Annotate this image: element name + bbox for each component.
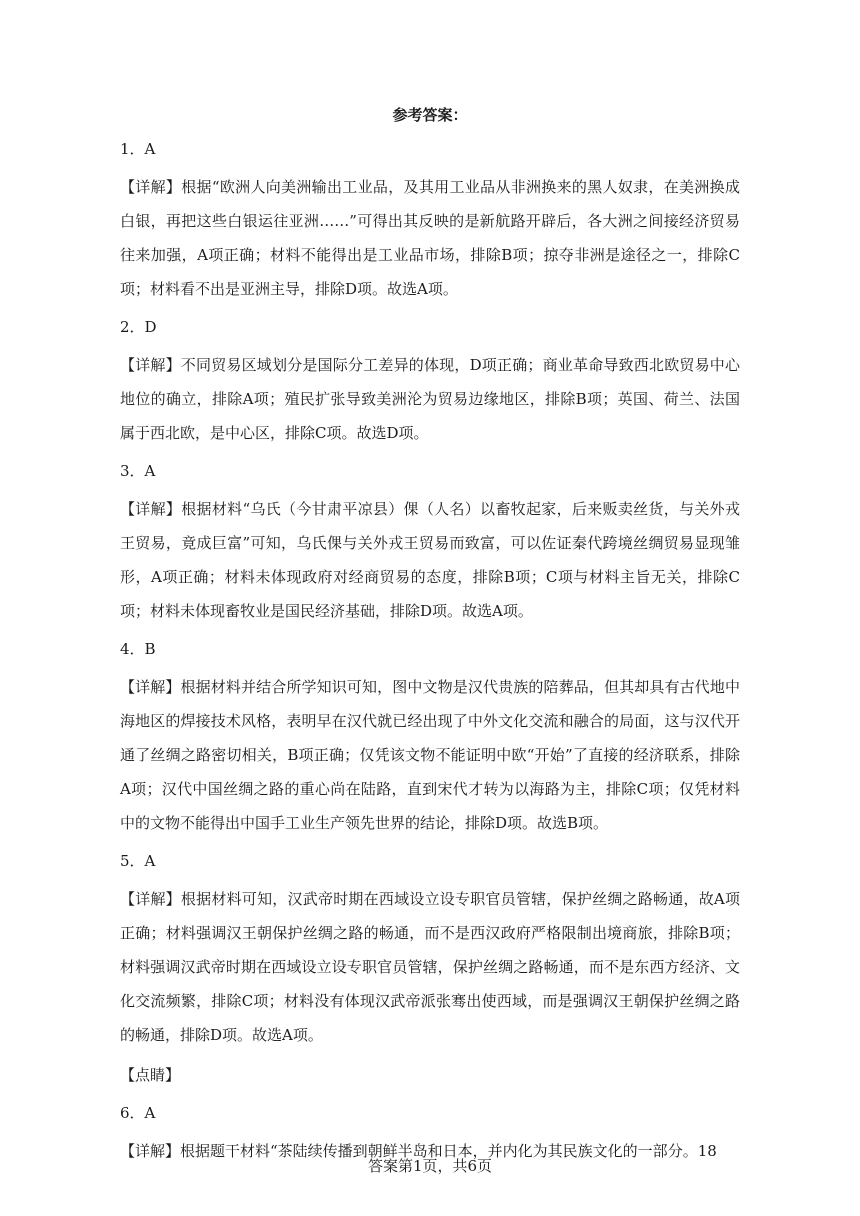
answer-detail: [120, 670, 740, 840]
detail-label: 【详解】: [120, 500, 182, 518]
answer-item-4: [120, 634, 740, 840]
detail-text: 根据题干材料“茶陆续传播到朝鲜半岛和日本，并内化为其民族文化的一部分。18: [180, 1142, 717, 1160]
detail-text: 根据材料“乌氏（今甘肃平凉县）倮（人名）以畜牧起家，后来贩卖丝货，与关外戎王贸易，竟成巨富”可知，乌氏倮与关外戎王贸易而致富，可以佐证秦代跨境丝绸贸易显现雏形，A项正确；材料未体现政府对经商贸易的态度，排除B项；C项与材料主旨无关，排除C项；材料未体现畜牧业是国民经济基础，排除D项。故选A项。: [120, 500, 740, 620]
question-number: 6．A: [120, 1104, 156, 1122]
answer-detail: [120, 492, 740, 628]
question-number: 3．A: [120, 462, 156, 480]
answer-detail: [120, 170, 740, 306]
answer-detail: [120, 882, 740, 1052]
answer-item-5: [120, 846, 740, 1092]
detail-label: 【详解】: [120, 678, 181, 696]
answer-item-1: [120, 134, 740, 306]
tip-label: 【点睛】: [120, 1066, 181, 1084]
detail-text: 根据材料并结合所学知识可知，图中文物是汉代贵族的陪葬品，但其却具有古代地中海地区的焊接技术风格，表明早在汉代就已经出现了中外文化交流和融合的局面，这与汉代开通了丝绸之路密切相关，B项正确；仅凭该文物不能证明中欧“开始”了直接的经济联系，排除A项；汉代中国丝绸之路的重心尚在陆路，直到宋代才转为以海路为主，排除C项；仅凭材料中的文物不能得出中国手工业生产领先世界的结论，排除D项。故选B项。: [120, 678, 740, 832]
question-number: 5．A: [120, 852, 156, 870]
detail-text: 根据材料可知，汉武帝时期在西域设立设专职官员管辖，保护丝绸之路畅通，故A项正确；材料强调汉王朝保护丝绸之路的畅通，而不是西汉政府严格限制出境商旅，排除B项；材料强调汉武帝时期在西域设立设专职官员管辖，保护丝绸之路畅通，而不是东西方经济、文化交流频繁，排除C项；材料没有体现汉武帝派张骞出使西域，而是强调汉王朝保护丝绸之路的畅通，排除D项。故选A项。: [120, 890, 740, 1044]
question-number: 2．D: [120, 318, 157, 336]
detail-label: 【详解】: [120, 178, 182, 196]
detail-label: 【详解】: [120, 356, 181, 374]
detail-text: 不同贸易区域划分是国际分工差异的体现，D项正确；商业革命导致西北欧贸易中心地位的确立，排除A项；殖民扩张导致美洲沦为贸易边缘地区，排除B项；英国、荷兰、法国属于西北欧，是中心区，排除C项。故选D项。: [120, 356, 740, 442]
detail-label: 【详解】: [120, 890, 181, 908]
question-number: 1．A: [120, 140, 156, 158]
answer-item-3: [120, 456, 740, 628]
page-title: 参考答案：: [392, 106, 468, 124]
detail-label: 【详解】: [120, 1142, 181, 1160]
answer-item-2: [120, 312, 740, 450]
answer-detail: [120, 348, 740, 450]
page-footer: 答案第1页，共6页: [367, 1157, 493, 1175]
question-number: 4．B: [120, 640, 156, 658]
answer-list: [120, 134, 740, 1174]
detail-text: 根据“欧洲人向美洲输出工业品，及其用工业品从非洲换来的黑人奴隶，在美洲换成白银，再把这些白银运往亚洲……”可得出其反映的是新航路开辟后，各大洲之间接经济贸易往来加强，A项正确；材料不能得出是工业品市场，排除B项；掠夺非洲是途径之一，排除C项；材料看不出是亚洲主导，排除D项。故选A项。: [120, 178, 740, 298]
